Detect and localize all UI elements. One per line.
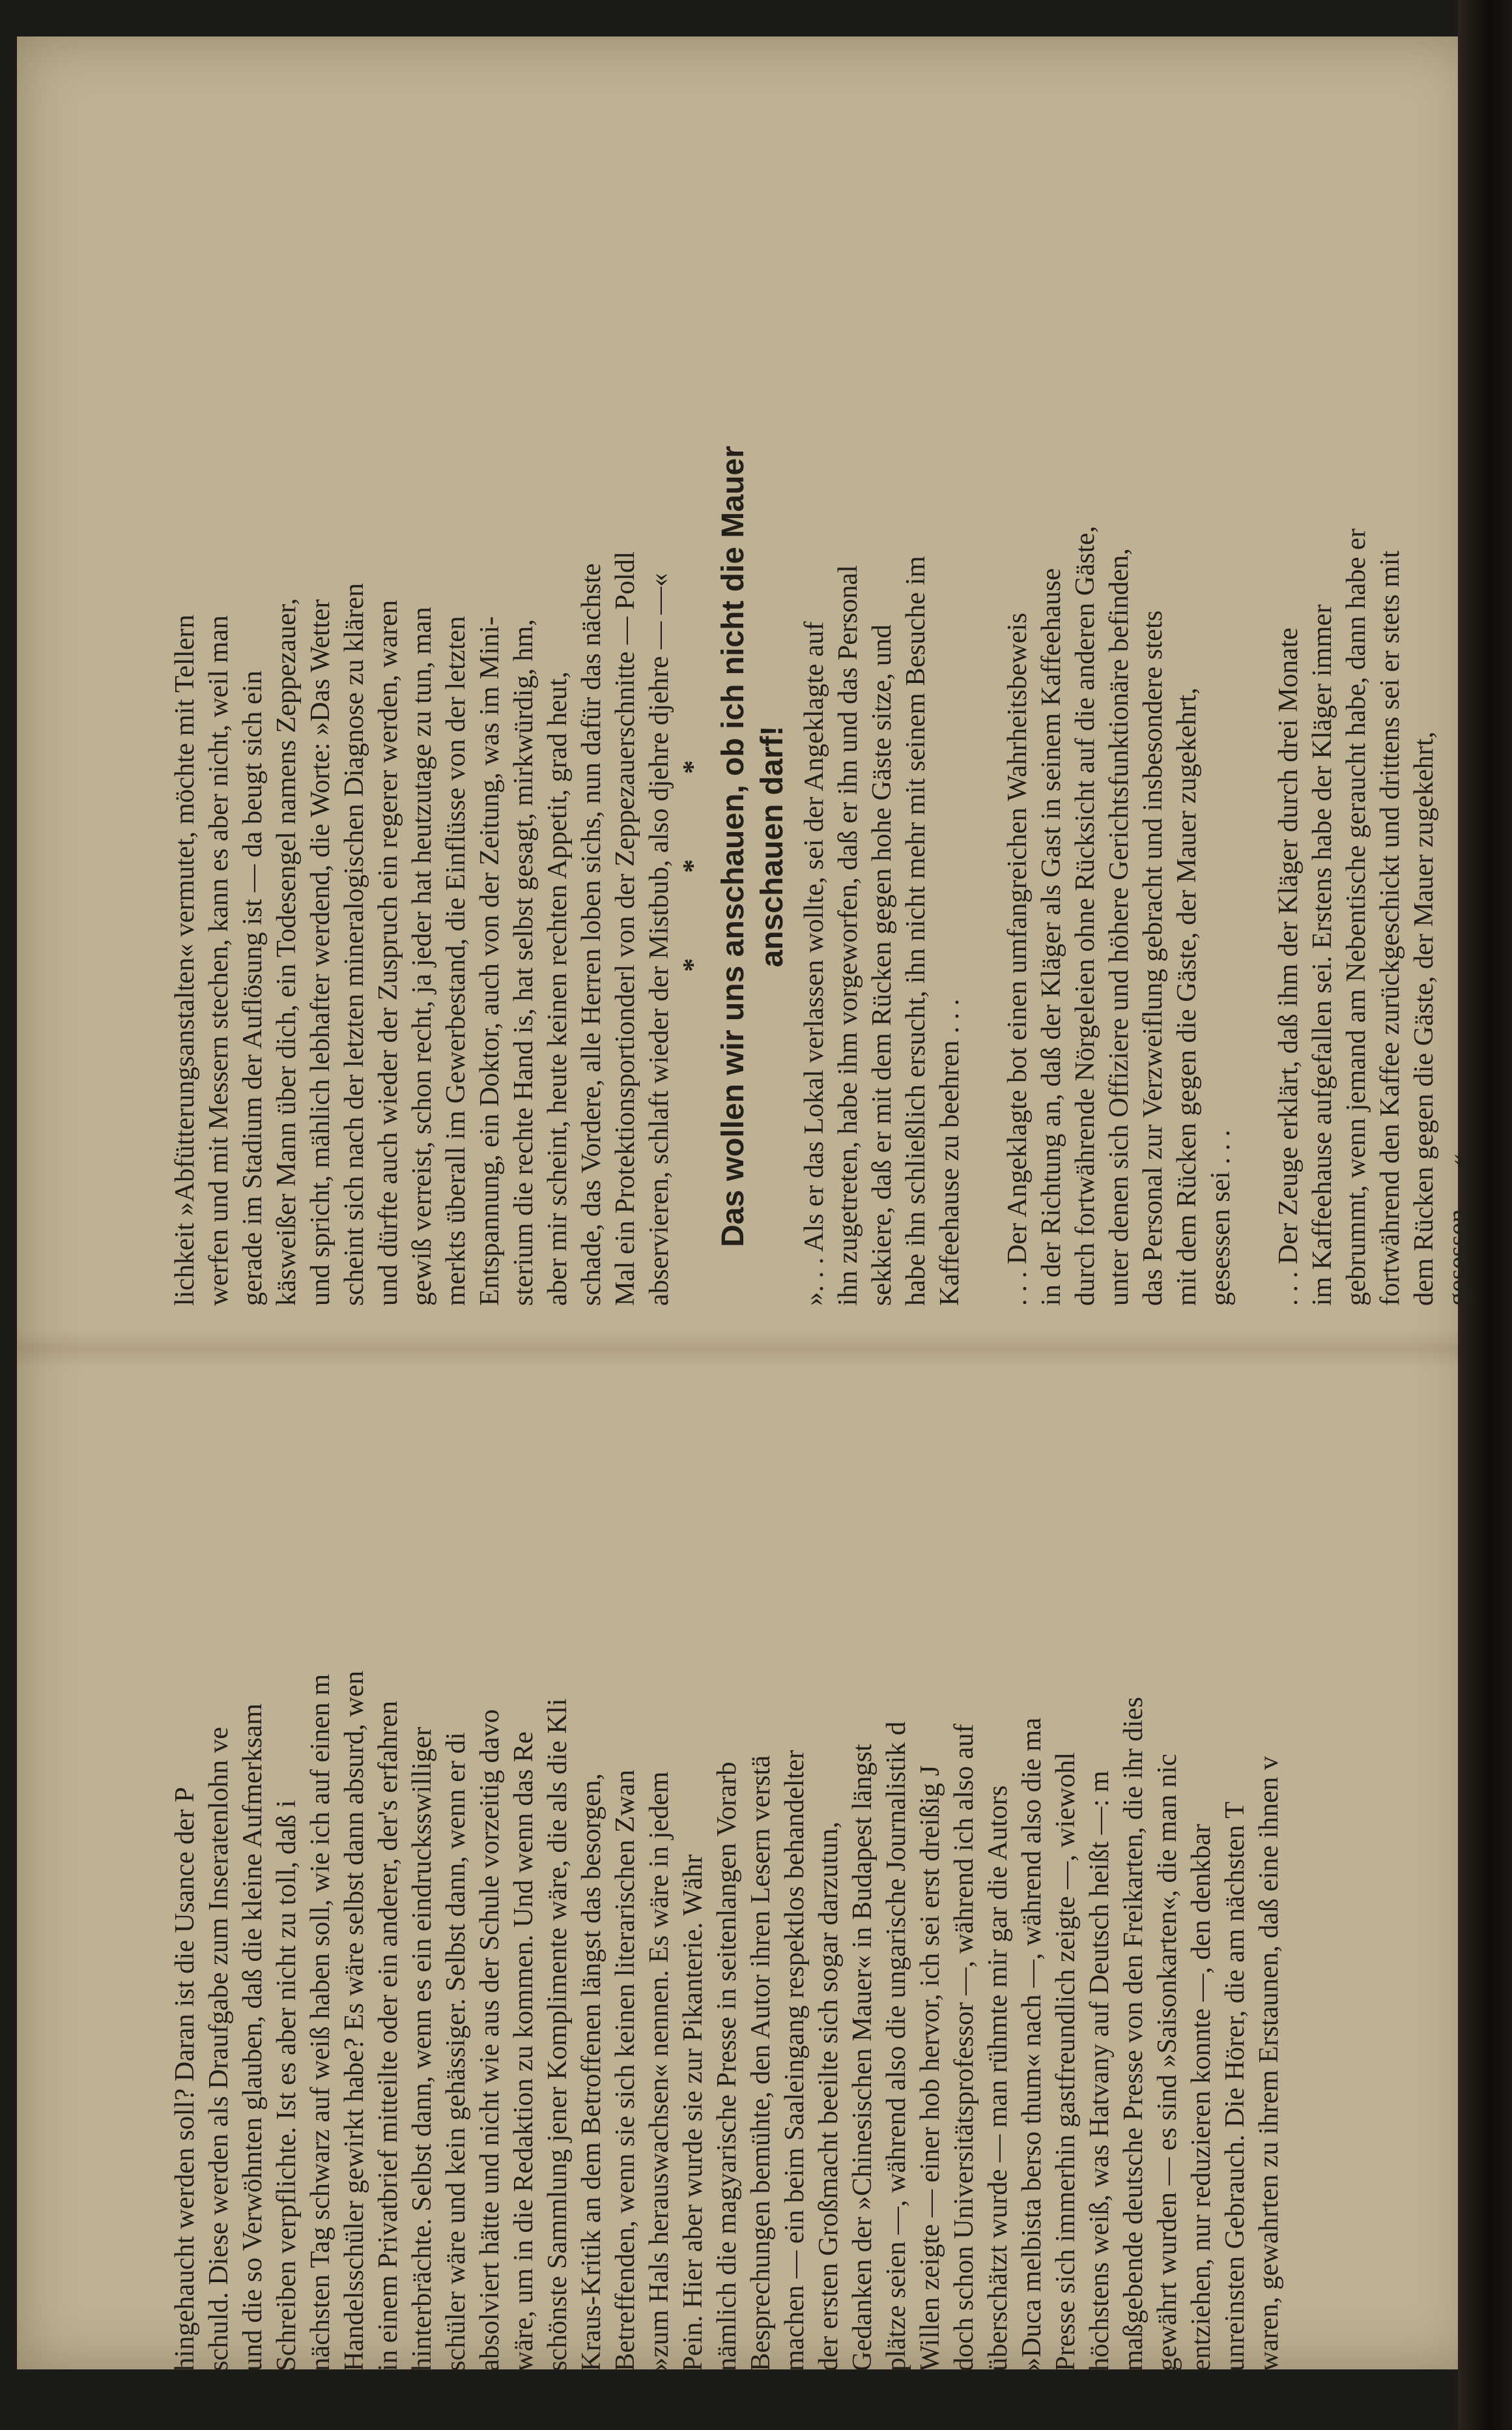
text-line: Betreffenden, wenn sie sich keinen literarischen Zwan [610, 1769, 640, 2371]
text-line: Kaffeehause zu beehren . . . [934, 998, 965, 1306]
text-line: nächsten Tag schwarz auf weiß haben soll, wie ich auf einen m [305, 1673, 335, 2371]
text-line: überschätzt wurde — man rühmte mir gar die Autors [982, 1785, 1013, 2371]
text-line: hingehaucht werden soll? Daran ist die Usance der P [169, 1787, 200, 2371]
text-line: und dürfte auch wieder der Zuspruch ein regerer werden, waren [373, 600, 403, 1306]
text-line: in einem Privatbrief mitteilte oder ein anderer, der's erfahren [373, 1700, 403, 2371]
text-line: machen — ein beim Saaleingang respektlos behandelter [779, 1750, 810, 2371]
text-line: plätze seien —, während also die ungarische Journalistik d [881, 1721, 911, 2371]
paragraph-accusation [797, 387, 967, 1306]
text-line: entziehen, nur reduzieren konnte —, den denkbar [1186, 1823, 1216, 2371]
text-line: werfen und mit Messern stechen, kann es aber nicht, weil man [203, 615, 234, 1306]
text-line: hinterbrächte. Selbst dann, wenn es ein eindrucksswilliger [407, 1726, 437, 2371]
text-line: dem Rücken gegen die Gäste, der Mauer zugekehrt, [1408, 731, 1439, 1306]
text-line: lichkeit »Abfütterungsanstalten« vermutet, möchte mit Tellern [169, 615, 200, 1306]
text-line: fortwährend den Kaffee zurückgeschickt und drittens sei er stets mit [1375, 550, 1405, 1306]
text-line: schade, das Vordere, alle Herren loben sichs, nun dafür das nächste [576, 563, 606, 1306]
text-line: . . . Der Zeuge erklärt, daß ihm der Kläger durch drei Monate [1273, 628, 1304, 1306]
text-line: ». . . Als er das Lokal verlassen wollte, sei der Angeklagte auf [799, 621, 829, 1306]
text-line: schönste Sammlung jener Komplimente wäre, die als die Kli [542, 1698, 573, 2371]
right-text-column [168, 1355, 1448, 2371]
text-line: der ersten Großmacht beeilte sich sogar darzutun, [813, 1821, 844, 2371]
text-line: wäre, um in die Redaktion zu kommen. Und wenn das Re [508, 1731, 539, 2371]
right-column-lines [168, 1355, 1286, 2371]
text-line: Kraus-Kritik an dem Betroffenen längst das besorgen, [576, 1773, 606, 2371]
left-text-column [168, 387, 1473, 1306]
text-line: in der Richtung an, daß der Kläger als Gast in seinem Kaffeehause [1036, 568, 1066, 1306]
text-line: abservieren, schlaft wieder der Mistbub, also djehre djehre — —« [644, 573, 674, 1306]
text-line: gesessen . . .« [1442, 1153, 1473, 1306]
text-line: doch schon Universitätsprofessor —, während ich also auf [949, 1724, 979, 2371]
text-line: gewiß verreist, schon recht, ja jeder hat heutzutage zu tun, man [407, 607, 437, 1306]
text-line: Pein. Hier aber wurde sie zur Pikanterie. Währ [678, 1854, 708, 2371]
text-line: absolviert hätte und nicht wie aus der Schule vorzeitig davo [474, 1709, 505, 2371]
text-line: schüler wäre und kein gehässiger. Selbst dann, wenn er di [440, 1732, 471, 2371]
text-line: unter denen sich Offiziere und höhere Gerichtsfunktionäre befinden, [1104, 548, 1134, 1306]
text-line: »zum Hals herauswachsen« nennen. Es wäre in jedem [644, 1771, 674, 2371]
text-line: . . . Der Angeklagte bot einen umfangreichen Wahrheitsbeweis [1002, 613, 1033, 1306]
text-line: mit dem Rücken gegen die Gäste, der Mauer zugekehrt, [1171, 687, 1202, 1306]
section-heading: Das wollen wir uns anschauen, ob ich nicht die Mauer anschauen darf! [716, 446, 790, 1247]
text-line: aber mir scheint, heute keinen rechten Appetit, grad heut, [542, 671, 573, 1306]
text-line: nämlich die magyarische Presse in seitenlangen Vorarb [711, 1761, 742, 2371]
text-line: scheint sich nach der letzten mineralogischen Diagnose zu klären [339, 583, 369, 1306]
opening-paragraph [168, 387, 676, 1306]
text-line: »Duca melbista berso thum« nach —, während also die ma [1016, 1717, 1047, 2371]
text-line: sterium die rechte Hand is, hat selbst gesagt, mirkwürdig, hm, [508, 618, 539, 1306]
text-line: Schreiben verpflichte. Ist es aber nicht zu toll, daß i [271, 1800, 302, 2371]
text-line: Gedanken der »Chinesischen Mauer« in Budapest längst [847, 1743, 877, 2371]
text-line: schuld. Diese werden als Draufgabe zum Inseratenlohn ve [203, 1727, 234, 2371]
section-separator-stars: * * * [678, 721, 708, 972]
paragraph-evidence [1001, 387, 1238, 1306]
text-line: sekkiere, daß er mit dem Rücken gegen hohe Gäste sitze, und [866, 624, 897, 1306]
text-line: habe ihn schließlich ersucht, ihn nicht mehr mit seinem Besuche im [900, 556, 931, 1306]
text-line: unreinsten Gebrauch. Die Hörer, die am nächsten T [1220, 1801, 1250, 2371]
text-line: gebrummt, wenn jemand am Nebentische geraucht habe, dann habe er [1341, 528, 1371, 1306]
text-line: gewährt wurden — es sind »Saisonkarten«, die man nic [1152, 1754, 1182, 2371]
text-line: durch fortwährende Nörgeleien ohne Rücksicht auf die anderen Gäste, [1070, 525, 1100, 1306]
text-line: Mal ein Protektionsportionderl von der Zeppezauerschnitte — Poldl [610, 551, 640, 1306]
text-line: käsweißer Mann über dich, ein Todesengel namens Zeppezauer, [271, 598, 302, 1306]
text-line: ihn zugetreten, habe ihm vorgeworfen, daß er ihn und das Personal [833, 565, 863, 1306]
paragraph-witness [1272, 387, 1475, 1306]
text-line: waren, gewahrten zu ihrem Erstaunen, daß eine ihnen v [1253, 1756, 1284, 2371]
text-line: Willen zeigte — einer hob hervor, ich sei erst dreißig J [915, 1765, 945, 2371]
text-line: maßgebende deutsche Presse von den Freikarten, die ihr dies [1118, 1696, 1148, 2371]
text-line: und spricht, mählich lebhafter werdend, die Worte: »Das Wetter [305, 599, 335, 1306]
text-line: Handelsschüler gewirkt habe? Es wäre selbst dann absurd, wen [339, 1670, 369, 2371]
text-line: gesessen sei . . . [1205, 1129, 1236, 1306]
text-line: das Personal zur Verzweiflung gebracht und insbesondere stets [1137, 610, 1168, 1306]
text-line: Presse sich immerhin gastfreundlich zeigte —, wiewohl [1050, 1752, 1081, 2371]
text-line: höchstens weiß, was Hatvany auf Deutsch heißt —: m [1084, 1771, 1115, 2371]
text-line: Besprechungen bemühte, den Autor ihren Lesern verstä [745, 1755, 776, 2371]
text-line: gerade im Stadium der Auflösung ist — da beugt sich ein [237, 671, 268, 1306]
text-line: Entspannung, ein Doktor, auch von der Zeitung, was im Mini- [474, 616, 505, 1306]
text-line: und die so Verwöhnten glauben, daß die kleine Aufmerksam [237, 1703, 268, 2371]
text-line: im Kaffeehause aufgefallen sei. Erstens habe der Kläger immer [1307, 604, 1337, 1306]
text-line: merkts überall im Gewerbestand, die Einflüsse von der letzten [440, 616, 471, 1306]
